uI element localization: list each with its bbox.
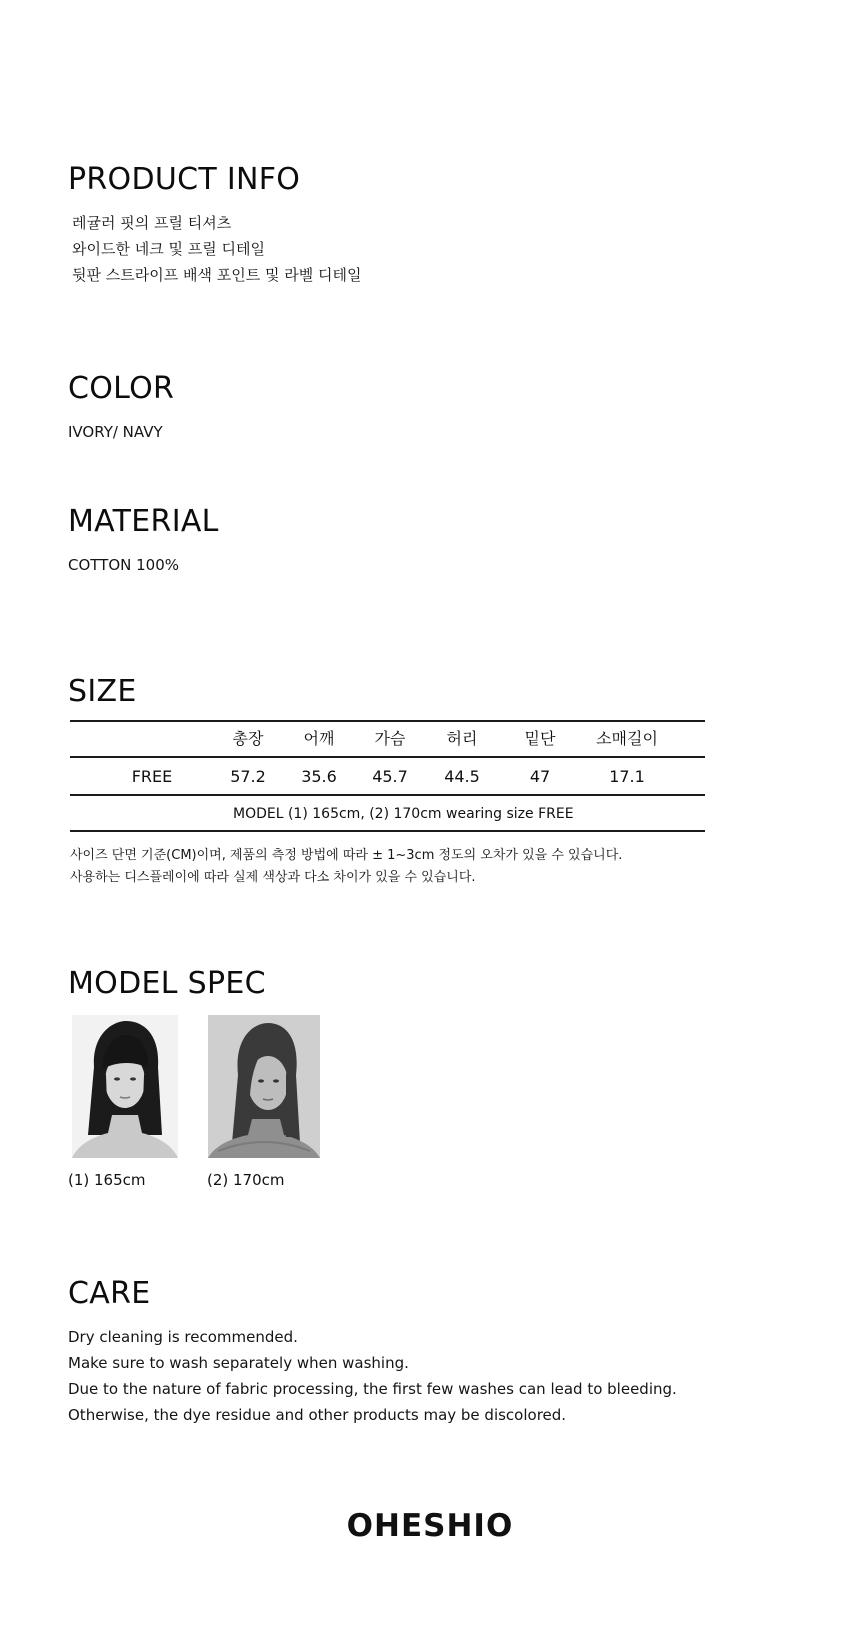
model-2-portrait-image xyxy=(208,1015,320,1158)
color-heading: COLOR xyxy=(68,371,175,406)
size-value-sleeve: 17.1 xyxy=(609,767,645,786)
size-header-shoulder: 어깨 xyxy=(303,729,335,748)
model-2-photo xyxy=(208,1015,320,1158)
size-header-waist: 허리 xyxy=(446,729,478,748)
model-2-caption: (2) 170cm xyxy=(207,1171,285,1189)
size-value-waist: 44.5 xyxy=(444,767,480,786)
size-header-total-length: 총장 xyxy=(232,729,264,748)
table-rule xyxy=(70,756,705,758)
table-rule-bottom xyxy=(70,830,705,832)
model-1-caption: (1) 165cm xyxy=(68,1171,146,1189)
care-line: Make sure to wash separately when washing. xyxy=(68,1354,409,1372)
size-notes xyxy=(70,845,622,889)
size-header-hem: 밑단 xyxy=(524,729,556,748)
size-row-label: FREE xyxy=(131,767,173,786)
product-info-line: 레귤러 핏의 프릴 티셔츠 xyxy=(72,214,232,232)
product-info-description xyxy=(72,210,361,288)
size-value-shoulder: 35.6 xyxy=(301,767,337,786)
size-value-total-length: 57.2 xyxy=(230,767,266,786)
material-value xyxy=(68,552,179,578)
product-info-line: 뒷판 스트라이프 배색 포인트 및 라벨 디테일 xyxy=(72,266,362,284)
table-rule xyxy=(70,794,705,796)
size-heading: SIZE xyxy=(68,674,137,709)
care-line: Due to the nature of fabric processing, the first few washes can lead to bleeding. xyxy=(68,1380,677,1398)
care-line: Dry cleaning is recommended. xyxy=(68,1328,298,1346)
size-value-hem: 47 xyxy=(529,767,551,786)
material-value-text: COTTON 100% xyxy=(68,556,180,574)
brand-logo: OHESHIO xyxy=(346,1508,514,1544)
model-1-portrait-image xyxy=(72,1015,178,1158)
care-heading: CARE xyxy=(68,1276,151,1311)
model-1-photo xyxy=(72,1015,178,1158)
table-rule-top xyxy=(70,720,705,722)
material-heading: MATERIAL xyxy=(68,504,219,539)
care-line: Otherwise, the dye residue and other products may be discolored. xyxy=(68,1406,567,1424)
color-value xyxy=(68,419,163,445)
size-value-chest: 45.7 xyxy=(372,767,408,786)
size-note-line: 사용하는 디스플레이에 따라 실제 색상과 다소 차이가 있을 수 있습니다. xyxy=(70,870,476,885)
size-header-sleeve: 소매길이 xyxy=(596,729,658,748)
model-wearing-note: MODEL (1) 165cm, (2) 170cm wearing size FREE xyxy=(233,806,574,822)
color-value-text: IVORY/ NAVY xyxy=(68,423,163,441)
model-spec-heading: MODEL SPEC xyxy=(68,966,266,1001)
size-note-line: 사이즈 단면 기준(CM)이며, 제품의 측정 방법에 따라 ± 1~3cm 정도의 오차가 있을 수 있습니다. xyxy=(70,848,623,863)
product-info-heading: PRODUCT INFO xyxy=(68,162,301,197)
product-info-line: 와이드한 네크 및 프릴 디테일 xyxy=(72,240,265,258)
size-table xyxy=(70,720,705,832)
care-instructions xyxy=(68,1324,677,1428)
size-header-chest: 가슴 xyxy=(374,729,406,748)
